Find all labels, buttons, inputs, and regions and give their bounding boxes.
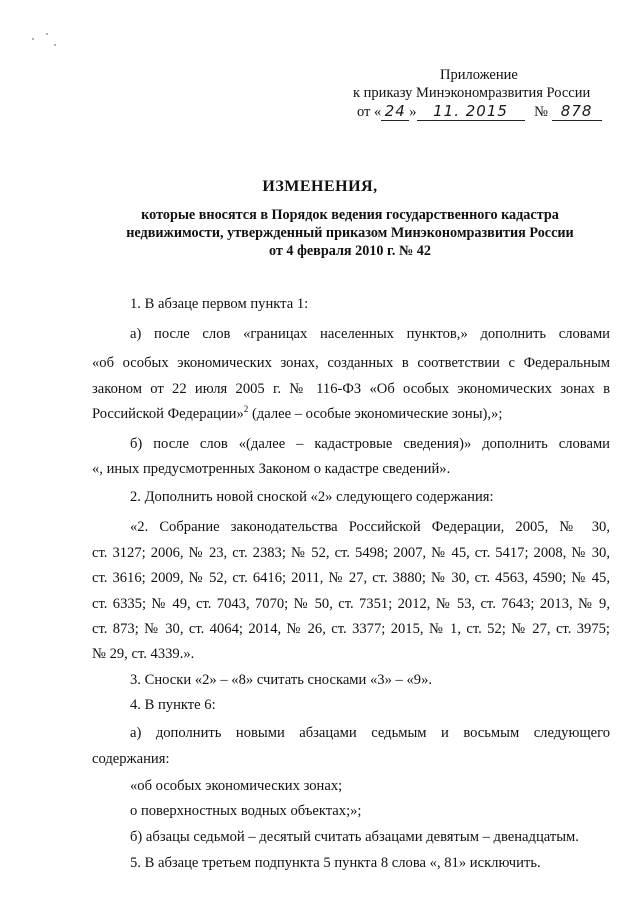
body-line: 2. Дополнить новой сноской «2» следующего содержания: [130,489,494,505]
body-line: ст. 6335; № 49, ст. 7043, 7070; № 50, ст. 7351; 2012, № 53, ст. 7643; 2013, № 9, [92,596,610,612]
appendix-order-line: к приказу Минэкономразвития России [353,85,591,101]
number-sign: № [534,104,548,120]
body-line: «2. Собрание законодательства Российской Федерации, 2005, № 30, [130,519,610,535]
body-line: ст. 3616; 2009, № 52, ст. 6416; 2011, № 27, ст. 3880; № 30, ст. 4563, 4590; № 45, [92,570,610,586]
scan-speck [32,38,34,40]
handwritten-number: 878 [552,102,602,121]
footnote-marker: 2 [243,404,249,415]
body-line: законом от 22 июля 2005 г. № 116-ФЗ «Об особых экономических зонах в [92,381,610,397]
body-line: «об особых экономических зонах, созданных в соответствии с Федеральным [92,355,610,371]
subtitle-line-1: которые вносятся в Порядок ведения государственного кадастра [141,207,559,223]
body-line: б) после слов «(далее – кадастровые сведения)» дополнить словами [130,436,610,452]
body-line: 5. В абзаце третьем подпункта 5 пункта 8 слова «, 81» исключить. [130,855,541,871]
date-sep: » [409,104,417,120]
body-line: № 29, ст. 4339.». [92,646,195,662]
body-line: ст. 873; № 30, ст. 4064; 2014, № 26, ст. 3377; 2015, № 1, ст. 52; № 27, ст. 3975; [92,621,610,637]
scan-speck [54,44,56,46]
date-prefix: от « [357,104,382,120]
document-title: ИЗМЕНЕНИЯ, [262,178,378,195]
body-line: а) после слов «границах населенных пунктов,» дополнить словами [130,326,610,342]
body-line: 4. В пункте 6: [130,697,216,713]
body-text: (далее – особые экономические зоны),»; [248,406,503,422]
body-line [92,406,610,423]
body-line: а) дополнить новыми абзацами седьмым и восьмым следующего [130,725,610,741]
scan-speck [46,33,48,35]
appendix-date-line [357,102,602,121]
subtitle-line-2: недвижимости, утвержденный приказом Минэкономразвития России [126,225,574,241]
body-line: «об особых экономических зонах; [130,778,343,794]
body-line: б) абзацы седьмой – десятый считать абзацами девятым – двенадцатым. [130,829,579,845]
handwritten-day: 24 [381,102,409,121]
appendix-label: Приложение [440,67,518,83]
body-line: 3. Сноски «2» – «8» считать сносками «3» – «9». [130,672,433,688]
body-line: «, иных предусмотренных Законом о кадастре сведений». [92,461,451,477]
subtitle-line-3: от 4 февраля 2010 г. № 42 [269,243,431,259]
body-text: Российской Федерации» [92,406,244,422]
body-line: ст. 3127; 2006, № 23, ст. 2383; № 52, ст. 5498; 2007, № 45, ст. 5417; 2008, № 30, [92,545,610,561]
body-line: 1. В абзаце первом пункта 1: [130,296,309,312]
body-line: содержания: [92,751,170,767]
body-line: о поверхностных водных объектах;»; [130,803,362,819]
handwritten-month-year: 11. 2015 [417,102,525,121]
